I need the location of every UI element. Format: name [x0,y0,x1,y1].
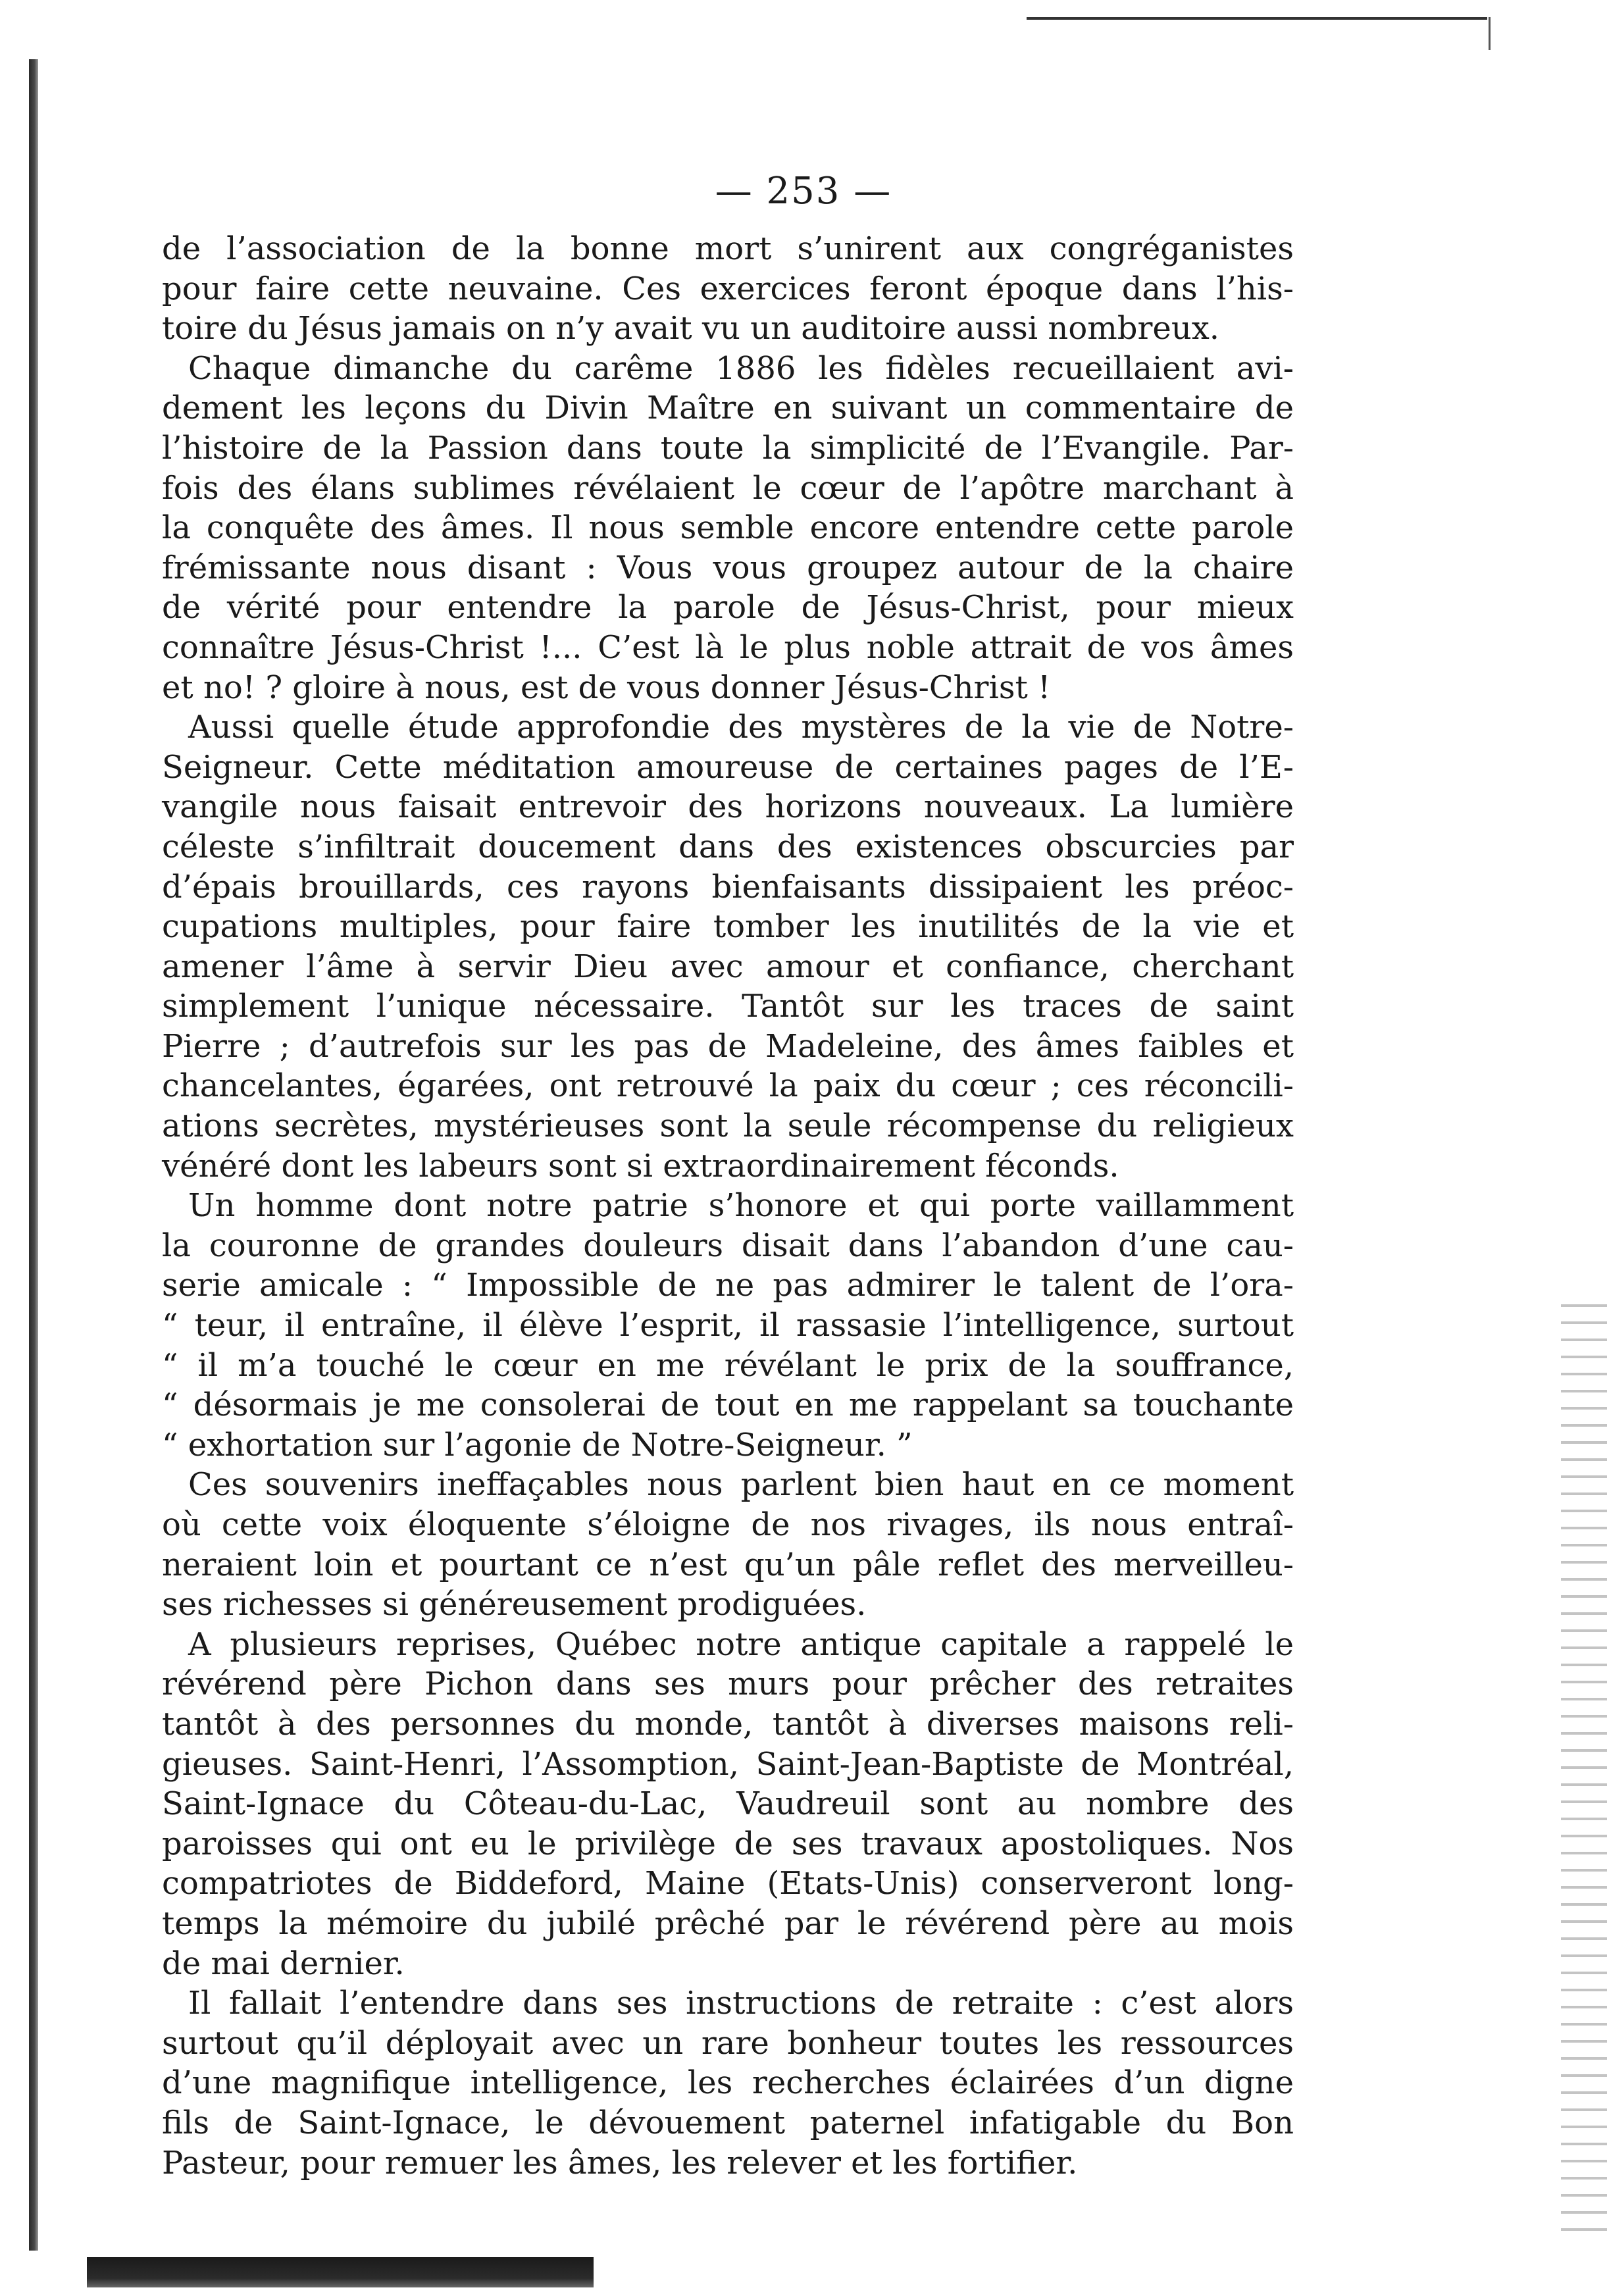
text-line: et no! ? gloire à nous, est de vous donner Jésus-Christ ! [162,669,1051,706]
text-line: amener l’âme à servir Dieu avec amour et confiance, cherchant [162,948,1294,985]
text-line: “ exhortation sur l’agonie de Notre-Seigneur. ” [162,1426,913,1464]
text-line: d’une magnifique intelligence, les recherches éclairées d’un digne [162,2064,1294,2102]
text-line: pour faire cette neuvaine. Ces exercices feront époque dans l’his- [162,270,1294,307]
text-line: “ teur, il entraîne, il élève l’esprit, il rassasie l’intelligence, surtout [162,1307,1294,1344]
text-line: Un homme dont notre patrie s’honore et qui porte vaillamment [188,1187,1294,1225]
text-line: Pasteur, pour remuer les âmes, les relever et les fortifier. [162,2144,1078,2181]
scan-shadow-bottom [87,2257,594,2287]
text-line: dement les leçons du Divin Maître en suivant un commentaire de [162,390,1294,427]
text-line: connaître Jésus-Christ !... C’est là le plus noble attrait de vos âmes [162,628,1294,666]
scan-shadow-top [1027,17,1487,20]
text-line: vénéré dont les labeurs sont si extraordinairement féconds. [162,1147,1119,1185]
text-line: cupations multiples, pour faire tomber les inutilités de la vie et [162,908,1294,946]
text-line: Seigneur. Cette méditation amoureuse de certaines pages de l’E- [162,748,1294,786]
text-line: Il fallait l’entendre dans ses instructions de retraite : c’est alors [188,1985,1294,2022]
text-line: ses richesses si généreusement prodiguées. [162,1586,867,1623]
page-number: — 253 — [715,170,892,213]
text-line: serie amicale : “ Impossible de ne pas admirer le talent de l’ora- [162,1267,1294,1304]
text-line: vangile nous faisait entrevoir des horizons nouveaux. La lumière [162,788,1294,826]
text-line: Aussi quelle étude approfondie des mystères de la vie de Notre- [188,709,1294,746]
text-line: chancelantes, égarées, ont retrouvé la paix du cœur ; ces réconcili- [162,1067,1294,1105]
text-line: surtout qu’il déployait avec un rare bonheur toutes les ressources [162,2024,1294,2062]
text-line: l’histoire de la Passion dans toute la simplicité de l’Evangile. Par- [162,429,1294,467]
text-line: tantôt à des personnes du monde, tantôt à diverses maisons reli- [162,1705,1294,1743]
text-line: la conquête des âmes. Il nous semble encore entendre cette parole [162,509,1294,547]
text-line: Ces souvenirs ineffaçables nous parlent bien haut en ce moment [188,1466,1294,1504]
text-line: Saint-Ignace du Côteau-du-Lac, Vaudreuil sont au nombre des [162,1785,1294,1823]
body-text [162,229,1294,2183]
text-line: A plusieurs reprises, Québec notre antique capitale a rappelé le [188,1625,1294,1663]
text-line: simplement l’unique nécessaire. Tantôt sur les traces de saint [162,988,1294,1025]
text-line: Chaque dimanche du carême 1886 les fidèles recueillaient avi- [188,349,1294,387]
text-line: paroisses qui ont eu le privilège de ses travaux apostoliques. Nos [162,1825,1294,1862]
text-line: fois des élans sublimes révélaient le cœur de l’apôtre marchant à [162,469,1294,507]
text-line: ations secrètes, mystérieuses sont la seule récompense du religieux [162,1108,1294,1145]
text-line: fils de Saint-Ignace, le dévouement paternel infatigable du Bon [162,2104,1294,2141]
text-line: Pierre ; d’autrefois sur les pas de Madeleine, des âmes faibles et [162,1027,1294,1065]
text-line: “ désormais je me consolerai de tout en me rappelant sa touchante [162,1387,1294,1424]
text-line: céleste s’infiltrait doucement dans des existences obscurcies par [162,828,1294,865]
scan-shadow-top-corner [1489,17,1491,50]
text-line: frémissante nous disant : Vous vous groupez autour de la chaire [162,549,1294,586]
text-line: de mai dernier. [162,1945,405,1982]
text-line: “ il m’a touché le cœur en me révélant le prix de la souffrance, [162,1346,1294,1384]
text-line: toire du Jésus jamais on n’y avait vu un auditoire aussi nombreux. [162,310,1220,347]
text-line: où cette voix éloquente s’éloigne de nos rivages, ils nous entraî- [162,1506,1294,1543]
text-line: révérend père Pichon dans ses murs pour prêcher des retraites [162,1666,1294,1703]
text-line: de l’association de la bonne mort s’unirent aux congréganistes [162,230,1294,267]
text-line: compatriotes de Biddeford, Maine (Etats-Unis) conserveront long- [162,1865,1294,1902]
text-line: la couronne de grandes douleurs disait dans l’abandon d’une cau- [162,1227,1294,1264]
margin-specks [1561,1290,1607,2231]
text-line: de vérité pour entendre la parole de Jésus-Christ, pour mieux [162,589,1294,626]
text-line: temps la mémoire du jubilé prêché par le révérend père au mois [162,1904,1294,1942]
text-line: gieuses. Saint-Henri, l’Assomption, Saint-Jean-Baptiste de Montréal, [162,1745,1294,1783]
scan-shadow-left [29,59,38,2251]
text-line: neraient loin et pourtant ce n’est qu’un pâle reflet des merveilleu- [162,1546,1294,1583]
text-line: d’épais brouillards, ces rayons bienfaisants dissipaient les préoc- [162,868,1294,906]
